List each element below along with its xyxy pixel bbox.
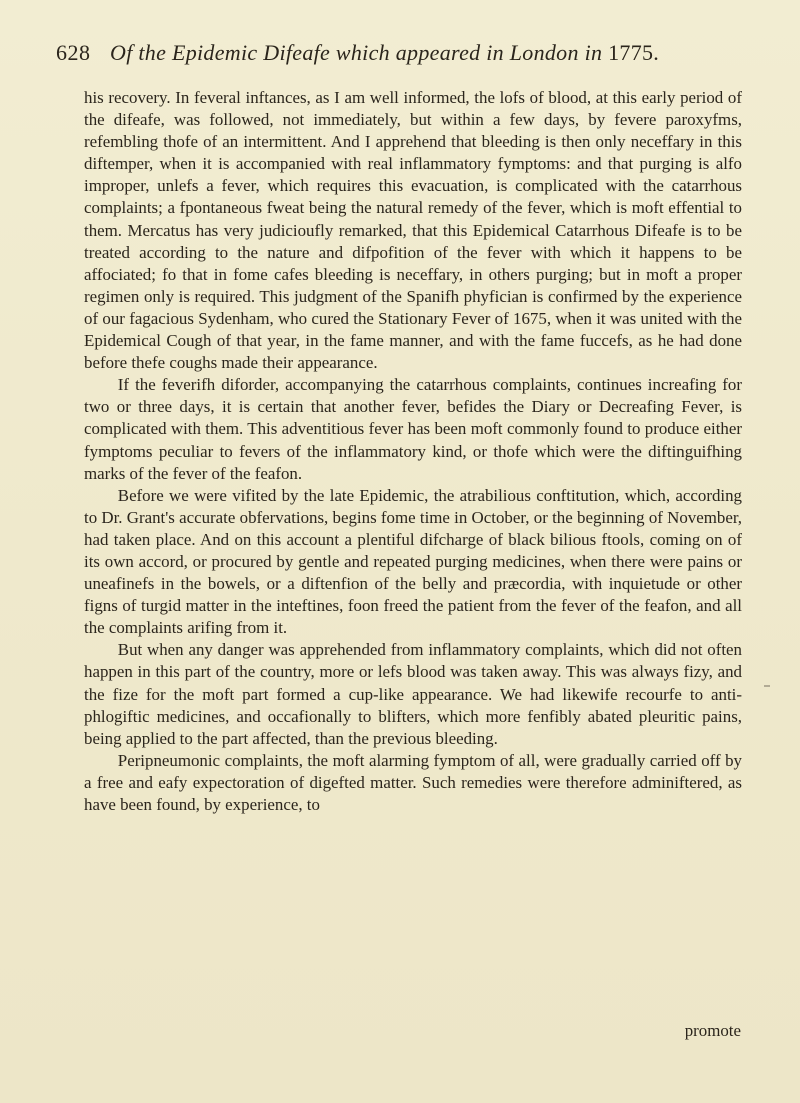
body-text (84, 87, 742, 816)
paragraph-5: Peripneumonic complaints, the moft alarming fymptom of all, were gradually carried off by a free and eafy expectoration of digefted matter. Such remedies were therefore adminiftered, as have been found, by experience, to (84, 750, 742, 814)
page-header (56, 40, 740, 76)
paragraph-3: Before we were vifited by the late Epidemic, the atrabilious conftitution, which, according to Dr. Grant's accurate obfervations, begins fome time in October, or the beginning of November, had taken place. And on this account a plentiful difcharge of black bilious ftools, coming on of its own accord, or procured by gentle and repeated purging medicines, when there were pains or uneafinefs in the bowels, or a diftenfion of the belly and præcordia, with inquietude or other figns of turgid matter in the inteftines, foon freed the patient from the fever of the feafon, and all the complaints arifing from it. (84, 485, 742, 638)
page-number: 628 (56, 40, 91, 65)
catchword: promote (684, 1021, 741, 1040)
paragraph-4: But when any danger was apprehended from inflammatory complaints, which did not often happen in this part of the country, more or lefs blood was taken away. This was always fizy, and the fize for the moft part formed a cup-like appearance. We had likewife recourfe to anti-phlogiftic medicines, and occafionally to blifters, which more fenfibly abated pleuritic pains, being applied to the part affected, than the previous bleeding. (84, 640, 742, 748)
running-title (110, 40, 659, 66)
running-title-year: 1775. (608, 40, 660, 65)
paragraph-2: If the feverifh diforder, accompanying the catarrhous complaints, continues increafing for two or three days, it is certain that another fever, befides the Diary or Decreafing Fever, is complicated with them. This adventitious fever has been moft commonly found to produce either fymptoms peculiar to fevers of the inflammatory kind, or thofe which were the diftinguifhing marks of the fever of the feafon. (84, 375, 742, 483)
margin-mark (764, 685, 770, 687)
paragraph-1: his recovery. In feveral inftances, as I am well informed, the lofs of blood, at this early period of the difeafe, was followed, not immediately, but within a few days, by fevere paroxyfms, refembling thofe of an intermittent. And I apprehend that bleeding is then only neceffary in this diftemper, when it is accompanied with real inflammatory fymptoms: and that purging is alfo improper, unlefs a fever, which requires this evacuation, is complicated with the catarrhous complaints; a fpontaneous fweat being the natural remedy of the fever, which is moft effential to them. Mercatus has very judicioufly remarked, that this Epidemical Catarrhous Difeafe is to be treated according to the nature and difpofition of the fever with which it happens to be affociated; fo that in fome cafes bleeding is neceffary, in others purging; but in moft a proper regimen only is required. This judgment of the Spanifh phyfician is confirmed by the experience of our fagacious Sydenham, who cured the Stationary Fever of 1675, when it was united with the Epidemical Cough of that year, in the fame manner, and with the fame fuccefs, as he had done before thefe coughs made their appearance. (84, 88, 742, 373)
running-title-text: Of the Epidemic Difeafe which appeared in London in (110, 40, 603, 65)
